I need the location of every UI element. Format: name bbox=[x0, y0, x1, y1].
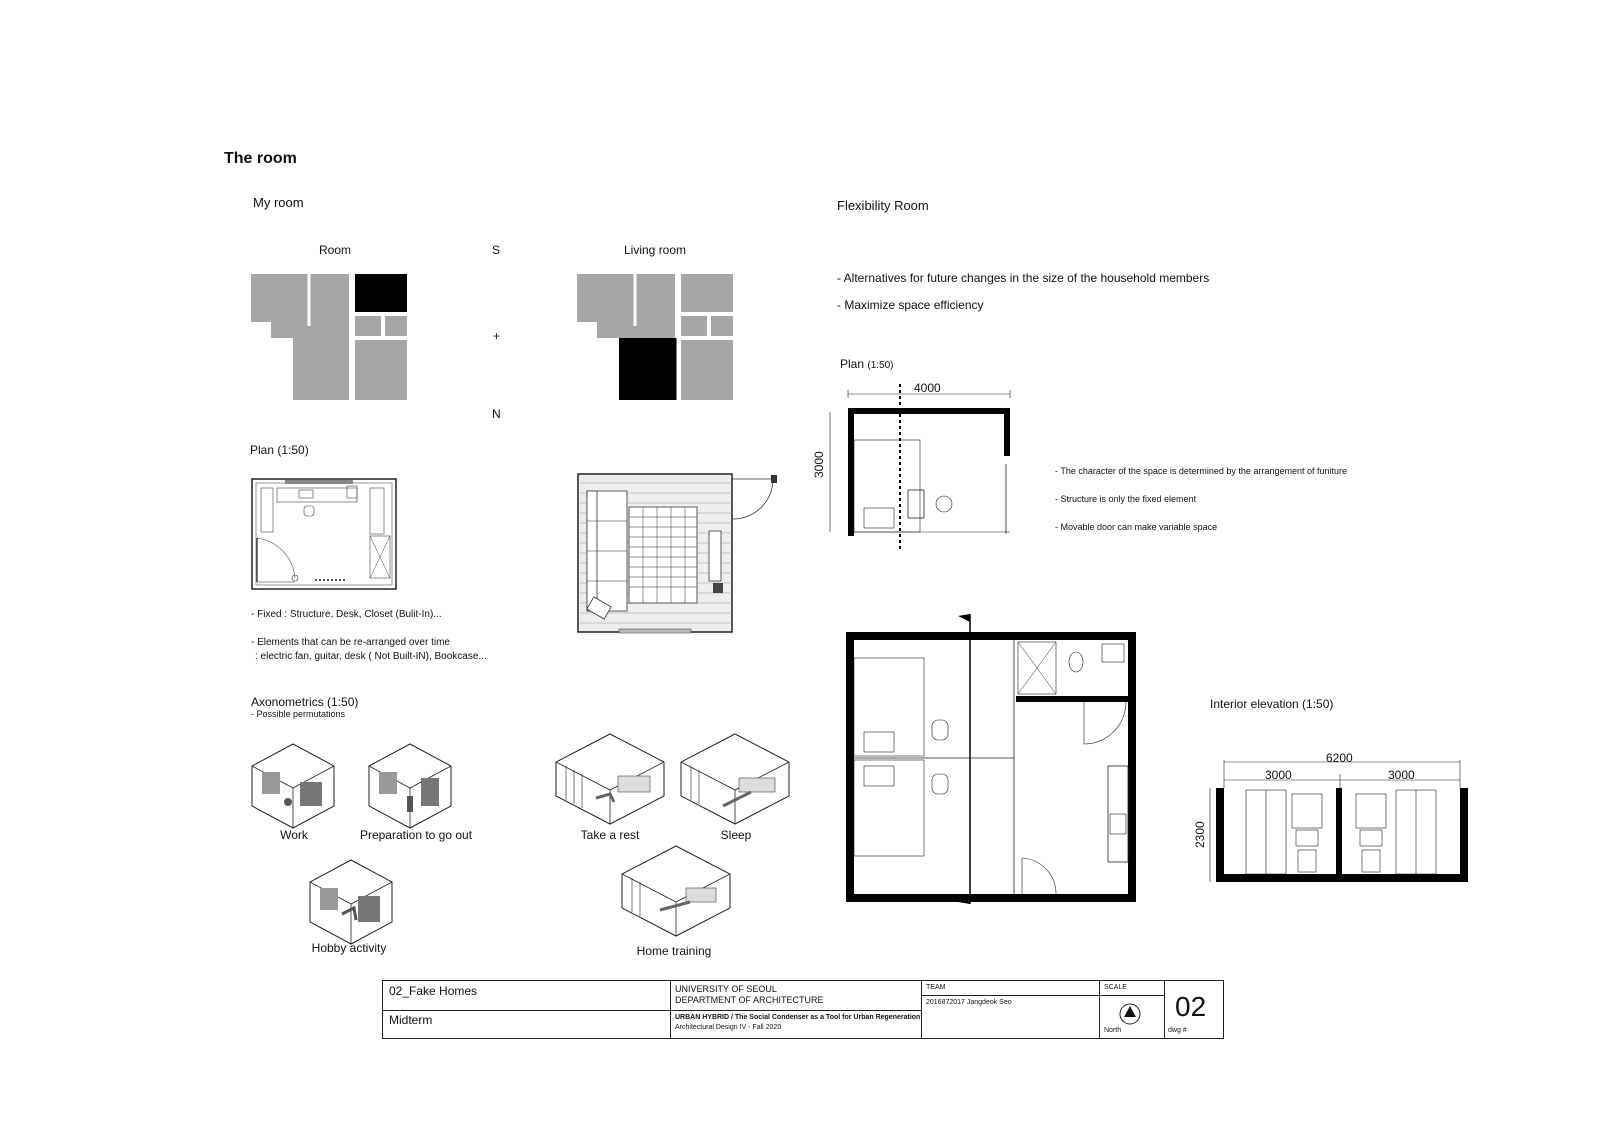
plan-heading: Plan (1:50) bbox=[250, 443, 309, 457]
scale-label: SCALE bbox=[1104, 984, 1127, 991]
caption-preparation: Preparation to go out bbox=[359, 828, 473, 842]
elevation-dim-right: 3000 bbox=[1388, 768, 1415, 782]
flex-dim-height: 3000 bbox=[812, 451, 826, 478]
dwg-label: dwg # bbox=[1168, 1027, 1187, 1034]
flexibility-plan-small bbox=[820, 384, 1020, 550]
course-sub: The Social Condenser as a Tool for Urban Regeneration bbox=[734, 1014, 921, 1021]
room-diagram-label: Room bbox=[319, 243, 352, 257]
caption-home-training: Home training bbox=[636, 944, 712, 958]
elevation-dim-total: 6200 bbox=[1326, 751, 1353, 765]
north-label: N bbox=[492, 407, 501, 421]
flexibility-bullet-2: - Maximize space efficiency bbox=[837, 298, 984, 312]
axo-hobby-activity bbox=[308, 858, 394, 946]
flexibility-plan-large bbox=[846, 614, 1138, 904]
flexibility-bullet-1: - Alternatives for future changes in the size of the household members bbox=[837, 271, 1210, 285]
north-arrow-icon bbox=[1118, 1002, 1142, 1026]
note-elements-1: - Elements that can be re-arranged over time bbox=[251, 637, 450, 648]
elevation-dim-height: 2300 bbox=[1193, 821, 1207, 848]
living-room-diagram-label: Living room bbox=[624, 243, 687, 257]
flex-note-3: - Movable door can make variable space bbox=[1055, 522, 1218, 532]
elevation-dim-left: 3000 bbox=[1265, 768, 1292, 782]
course-bold: URBAN HYBRID / bbox=[675, 1014, 733, 1021]
title-block bbox=[382, 980, 1224, 1039]
flex-note-2: - Structure is only the fixed element bbox=[1055, 494, 1197, 504]
course-term: Architectural Design IV - Fall 2020 bbox=[675, 1024, 782, 1031]
caption-sleep: Sleep bbox=[720, 828, 752, 842]
course-title bbox=[675, 1014, 920, 1021]
note-elements-2: : electric fan, guitar, desk ( Not Built-IN), Bookcase... bbox=[255, 651, 487, 662]
axo-sleep bbox=[679, 732, 791, 826]
axonometrics-heading: Axonometrics (1:50) bbox=[251, 695, 359, 709]
elevation-heading: Interior elevation (1:50) bbox=[1210, 697, 1334, 711]
caption-take-a-rest: Take a rest bbox=[580, 828, 640, 842]
south-label: S bbox=[492, 243, 501, 257]
plus-label: + bbox=[493, 329, 501, 343]
team-label: TEAM bbox=[926, 984, 946, 991]
department-name: DEPARTMENT OF ARCHITECTURE bbox=[675, 995, 824, 1005]
university-name: UNIVERSITY OF SEOUL bbox=[675, 984, 777, 994]
flex-note-1: - The character of the space is determined by the arrangement of funiture bbox=[1055, 466, 1347, 476]
drawing-number: 02 bbox=[1175, 991, 1207, 1022]
my-room-plan bbox=[251, 478, 397, 590]
caption-hobby-activity: Hobby activity bbox=[311, 941, 387, 955]
flexibility-plan-scale: (1:50) bbox=[867, 360, 894, 371]
team-member: 2016872017 Jangdeok Seo bbox=[926, 999, 1012, 1006]
flexibility-plan-heading bbox=[840, 357, 894, 371]
my-room-heading: My room bbox=[253, 195, 304, 210]
north-label: North bbox=[1104, 1027, 1122, 1034]
axo-home-training bbox=[620, 844, 732, 938]
living-room-massing-diagram bbox=[577, 274, 737, 400]
project-name: 02_Fake Homes bbox=[389, 984, 478, 998]
axonometrics-subtitle: - Possible permutations bbox=[251, 709, 346, 719]
page-title: The room bbox=[224, 150, 297, 167]
flexibility-plan-title: Plan bbox=[840, 357, 865, 371]
room-massing-diagram bbox=[251, 274, 411, 400]
flex-dim-width: 4000 bbox=[914, 381, 941, 395]
living-room-plan bbox=[577, 473, 779, 635]
axo-take-a-rest bbox=[554, 732, 666, 826]
flexibility-heading: Flexibility Room bbox=[837, 198, 929, 213]
interior-elevation-drawing bbox=[1206, 760, 1470, 884]
axo-preparation bbox=[367, 742, 453, 830]
project-phase: Midterm bbox=[389, 1013, 433, 1027]
note-fixed: - Fixed : Structure, Desk, Closet (Bulit-In)... bbox=[251, 609, 442, 620]
axo-work bbox=[250, 742, 336, 830]
caption-work: Work bbox=[280, 828, 308, 842]
